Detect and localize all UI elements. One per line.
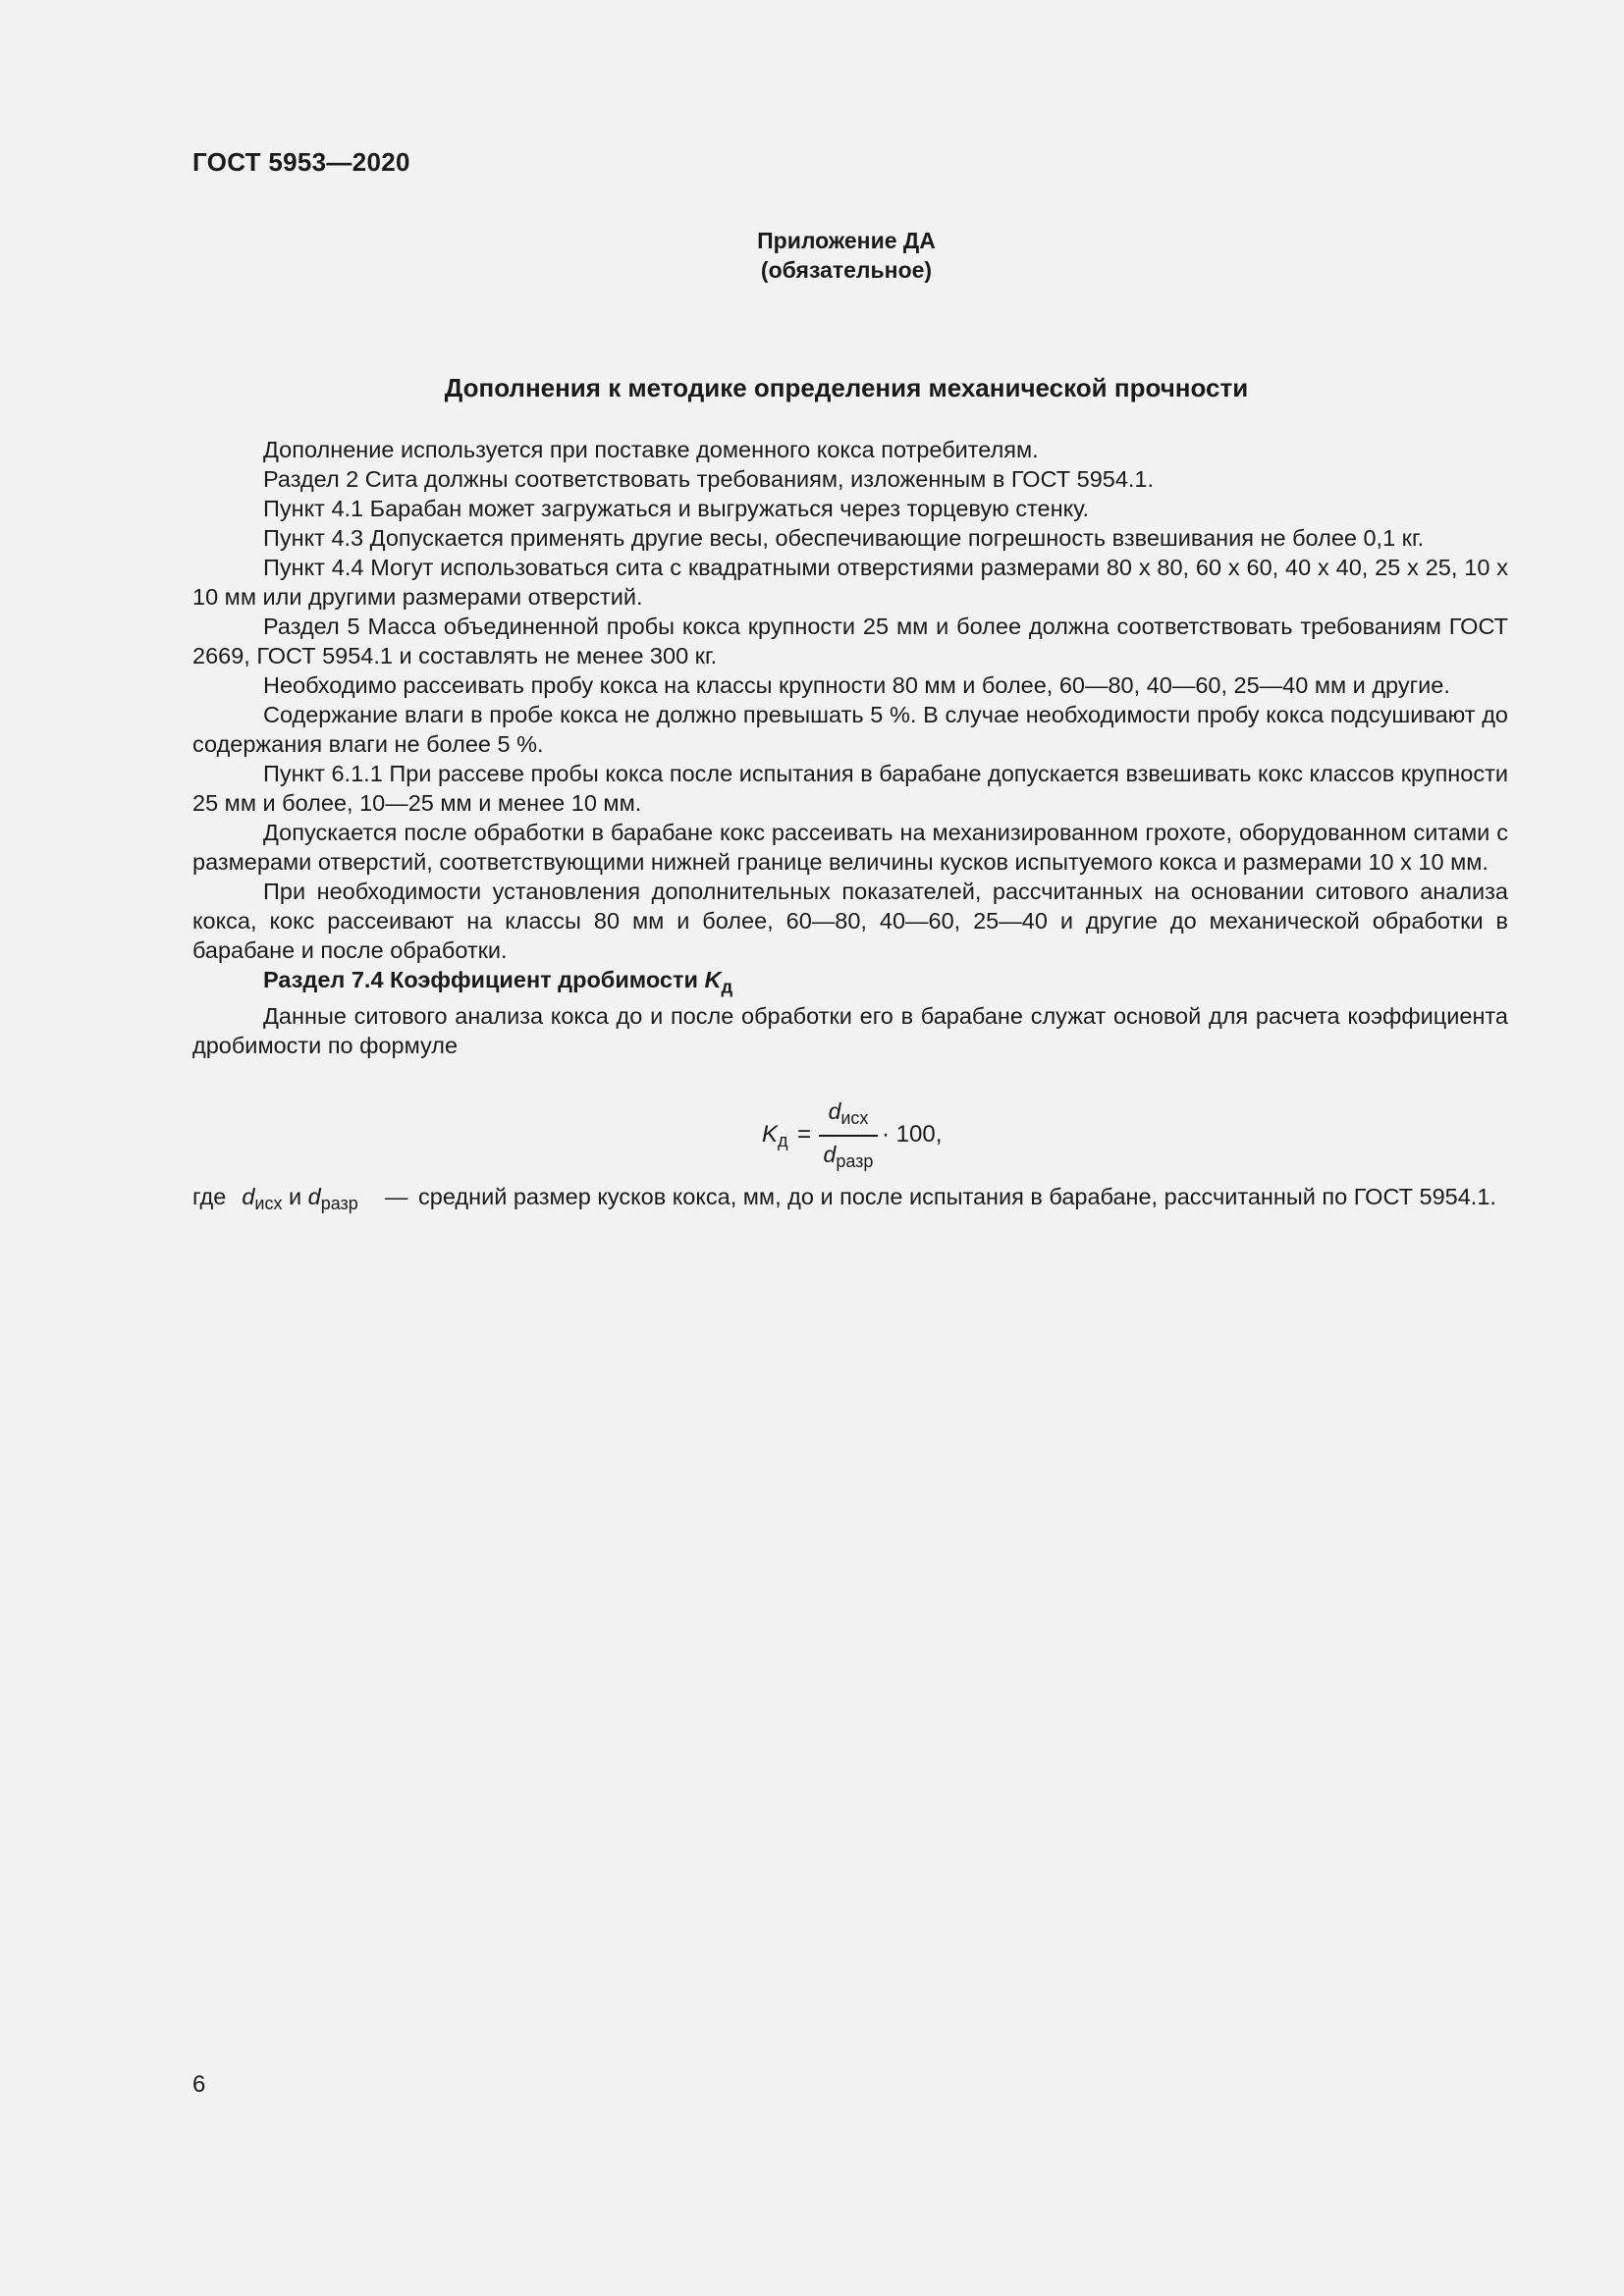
and-word: и xyxy=(288,1184,302,1209)
paragraph: Пункт 6.1.1 При рассеве пробы кокса после испытания в барабане допускается взвешивать кокс классов крупности 25 мм и более, 10—25 мм и менее 10 мм. xyxy=(192,761,1508,816)
formula-tail: · 100, xyxy=(882,1121,943,1148)
paragraph: Раздел 5 Масса объединенной пробы кокса крупности 25 мм и более должна соответствовать требованиям ГОСТ 2669, ГОСТ 5954.1 и составлять не менее 300 кг. xyxy=(192,614,1508,668)
formula-numerator xyxy=(819,1097,878,1132)
paragraph: Пункт 4.1 Барабан может загружаться и выгружаться через торцевую стенку. xyxy=(263,496,1090,521)
formula-intro: Данные ситового анализа кокса до и после обработки его в барабане служат основой для расчета коэффициента дробимости по формуле xyxy=(192,1003,1508,1059)
numerator-sub: исх xyxy=(840,1108,869,1128)
denominator-sub: разр xyxy=(836,1151,874,1171)
subsection-heading xyxy=(192,965,1508,1001)
formula-lhs-symbol: K xyxy=(762,1121,779,1148)
paragraph: Необходимо рассеивать пробу кокса на классы крупности 80 мм и более, 60—80, 40—60, 25—40 мм и другие. xyxy=(263,672,1450,698)
fraction-bar xyxy=(819,1135,878,1137)
var2-sub: разр xyxy=(320,1194,358,1213)
formula-lhs-sub: д xyxy=(778,1131,788,1150)
explanation-dash: — xyxy=(385,1184,408,1209)
subsection-title: Раздел 7.4 Коэффициент дробимости xyxy=(263,967,698,992)
paragraph: Раздел 2 Сита должны соответствовать требованиям, изложенным в ГОСТ 5954.1. xyxy=(263,466,1155,492)
formula-fraction xyxy=(819,1097,878,1175)
formula-equals: = xyxy=(797,1121,812,1148)
variables-description: средний размер кусков кокса, мм, до и после испытания в барабане, рассчитанный по ГОСТ 5954.1. xyxy=(418,1184,1496,1209)
denominator-symbol: d xyxy=(823,1142,837,1167)
var1-symbol: d xyxy=(242,1184,255,1209)
paragraph: Пункт 4.4 Могут использоваться сита с квадратными отверстиями размерами 80 x 80, 60 x 60, 40 x 40, 25 x 25, 10 x 10 мм или другими размерами отверстий. xyxy=(192,555,1508,610)
var2-symbol: d xyxy=(307,1184,321,1209)
document-standard-number: ГОСТ 5953—2020 xyxy=(192,147,410,177)
paragraph: Пункт 4.3 Допускается применять другие весы, обеспечивающие погрешность взвешивания не более 0,1 кг. xyxy=(263,525,1425,551)
appendix-title: Приложение ДА xyxy=(757,228,936,253)
formula-lhs xyxy=(762,1121,788,1151)
variables-list xyxy=(192,1182,358,1218)
formula xyxy=(0,1097,1624,1176)
paragraph: Дополнение используется при поставке доменного кокса потребителям. xyxy=(263,437,1039,462)
page-number: 6 xyxy=(192,2071,206,2098)
appendix-status: (обязательное) xyxy=(760,257,933,283)
paragraph: Содержание влаги в пробе кокса не должно превышать 5 %. В случае необходимости пробу кокса подсушивают до содержания влаги не более 5 %. xyxy=(192,702,1508,757)
numerator-symbol: d xyxy=(828,1098,841,1124)
formula-denominator xyxy=(819,1141,878,1175)
body-text xyxy=(192,435,1508,1060)
var1-sub: исх xyxy=(254,1194,283,1213)
paragraph: При необходимости установления дополнительных показателей, рассчитанных на основании ситового анализа кокса, кокс рассеивают на классы 80 мм и более, 60—80, 40—60, 25—40 и другие до механической обработки в барабане и после обработки. xyxy=(192,879,1508,963)
section-title: Дополнения к методике определения механической прочности xyxy=(444,373,1249,402)
subsection-symbol: K xyxy=(704,967,722,992)
subsection-symbol-sub: д xyxy=(721,976,733,997)
paragraph: Допускается после обработки в барабане кокс рассеивать на механизированном грохоте, оборудованном ситами с размерами отверстий, соответствующими нижней границе величины кусков испытуемого кокса и размерами 10 x 10 мм. xyxy=(192,820,1508,875)
appendix-heading xyxy=(0,226,1624,285)
where-word: где xyxy=(192,1184,227,1209)
